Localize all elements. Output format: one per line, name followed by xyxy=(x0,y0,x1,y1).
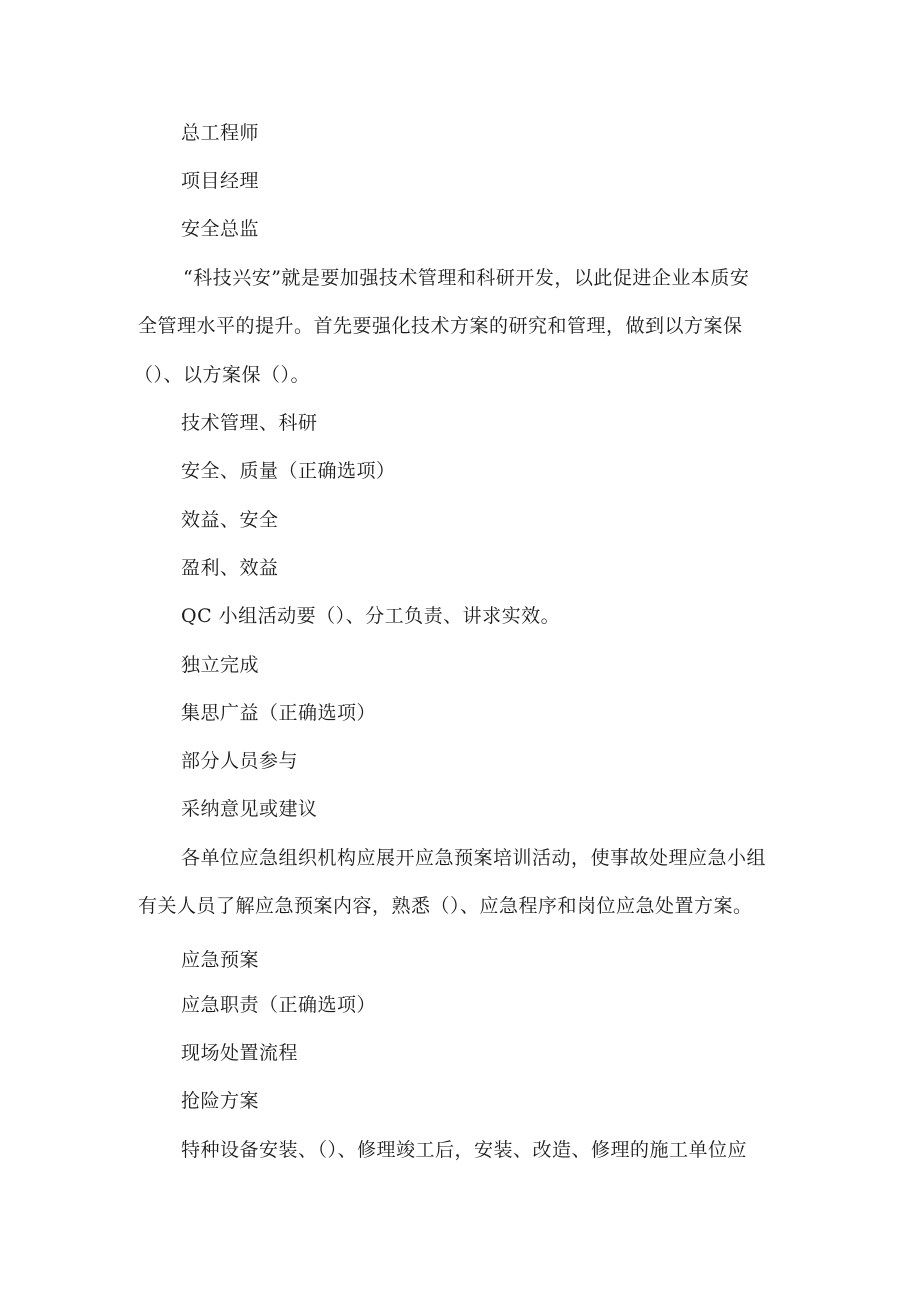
option-text: 采纳意见或建议 xyxy=(181,798,318,820)
question-text: 各单位应急组织机构应展开应急预案培训活动，使事故处理应急小组 xyxy=(181,847,767,869)
question-text: QC 小组活动要（）、分工负责、讲求实效。 xyxy=(181,605,561,627)
option-text: 集思广益（正确选项） xyxy=(181,702,377,724)
option-text: 应急职责（正确选项） xyxy=(181,994,377,1016)
question-text: 特种设备安装、（）、修理竣工后，安装、改造、修理的施工单位应 xyxy=(181,1139,748,1161)
option-text: 部分人员参与 xyxy=(181,750,299,772)
option-text: 安全、质量（正确选项） xyxy=(181,460,396,482)
option-text: 技术管理、科研 xyxy=(181,412,318,434)
option-text: 效益、安全 xyxy=(181,509,279,531)
question-text: 有关人员了解应急预案内容，熟悉（）、应急程序和岗位应急处置方案。 xyxy=(138,895,753,917)
option-text: 独立完成 xyxy=(181,654,260,676)
option-text: 现场处置流程 xyxy=(181,1042,299,1064)
question-text: 全管理水平的提升。首先要强化技术方案的研究和管理，做到以方案保 xyxy=(138,315,743,337)
option-text: 盈利、效益 xyxy=(181,557,279,579)
question-text: “科技兴安”就是要加强技术管理和科研开发，以此促进企业本质安 xyxy=(183,267,750,289)
question-text: （）、以方案保（）。 xyxy=(134,364,311,386)
option-text: 项目经理 xyxy=(181,170,260,192)
option-text: 总工程师 xyxy=(181,122,260,144)
option-text: 安全总监 xyxy=(181,218,260,240)
option-text: 应急预案 xyxy=(181,949,260,971)
option-text: 抢险方案 xyxy=(181,1090,260,1112)
